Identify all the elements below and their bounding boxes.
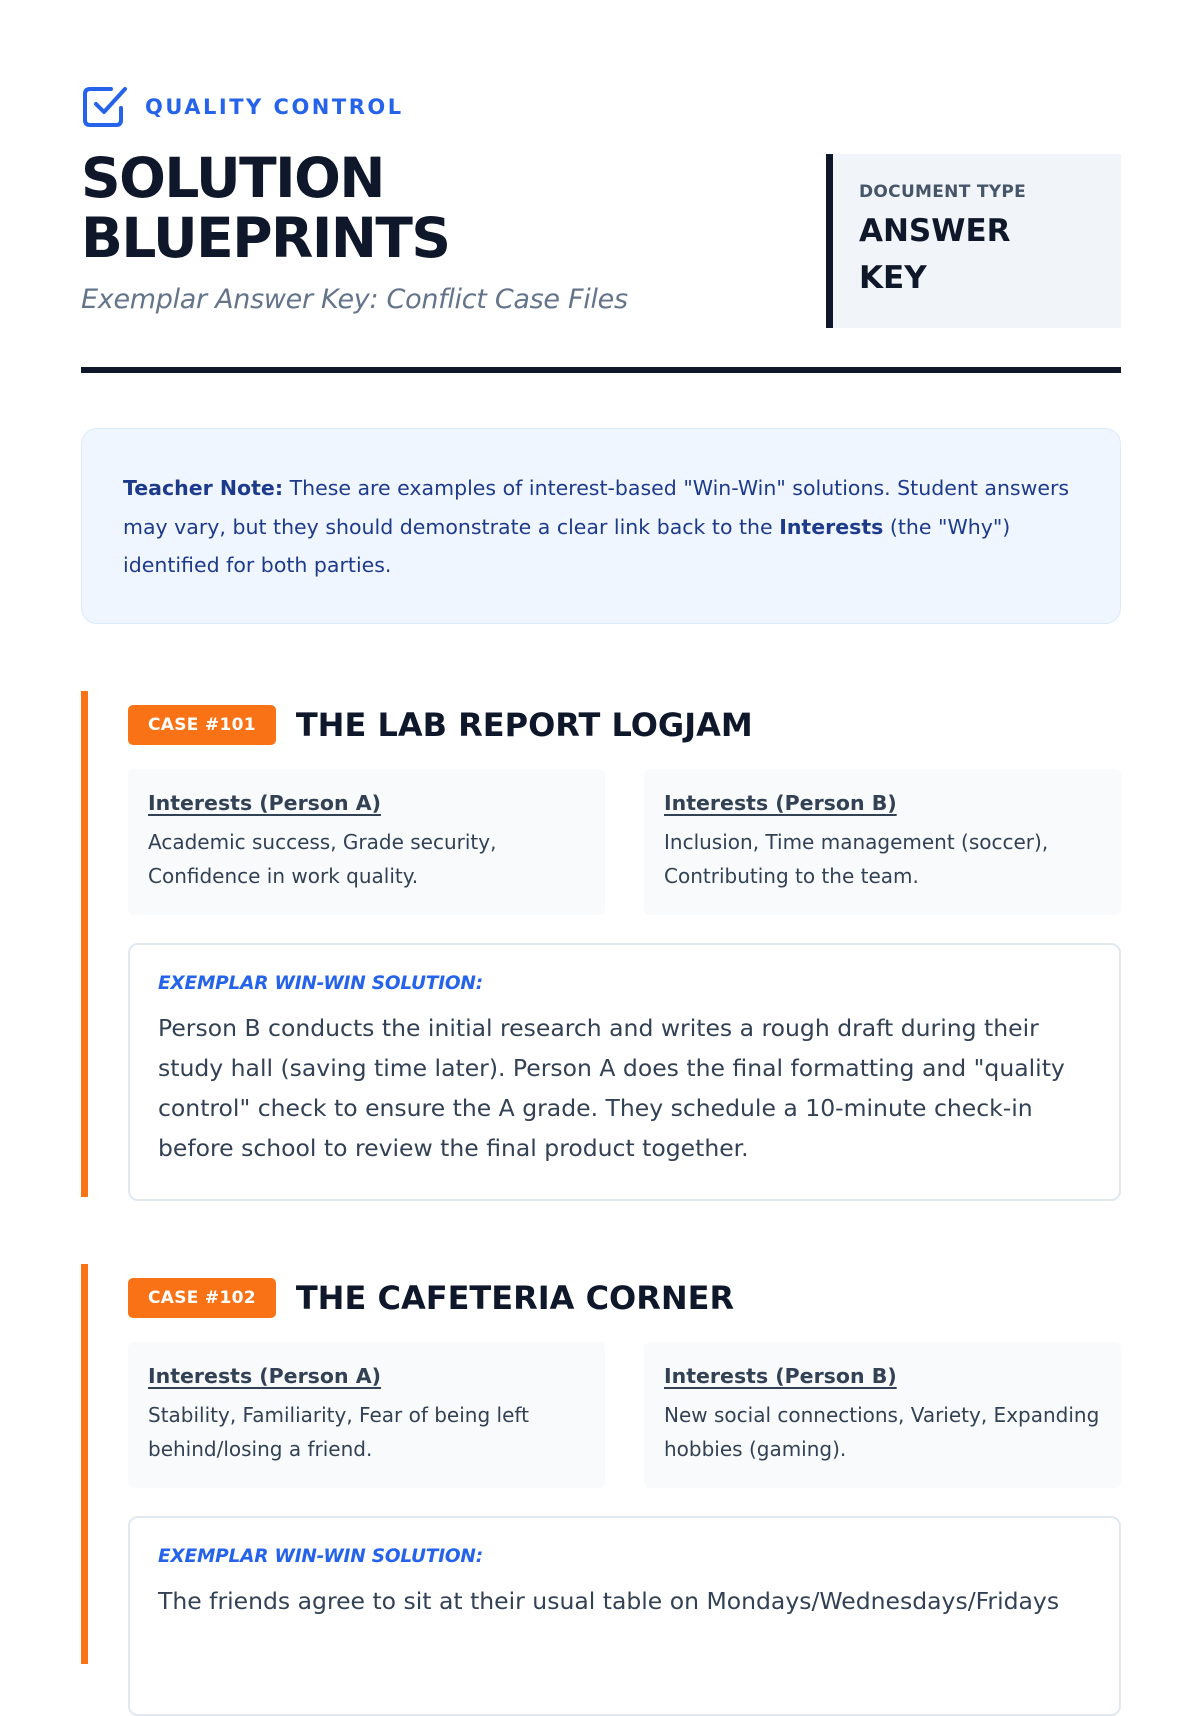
interests-heading: Interests (Person B) [664,791,897,815]
page-title [81,148,781,268]
document-type-label: DOCUMENT TYPE [859,182,1026,202]
solution-label: EXEMPLAR WIN-WIN SOLUTION: [158,1546,483,1567]
solution-card [128,943,1121,1201]
checkbox-check-icon [81,84,129,130]
interests-text: Academic success, Grade security, Confidence in work quality. [148,830,497,888]
teacher-note-lead: Teacher Note: [123,476,284,500]
document-type-value: ANSWER KEY [859,213,1011,296]
teacher-note-emphasis: Interests [779,514,884,539]
document-type-box [826,154,1121,328]
teacher-note-text-2: (the "Why") identified for both parties. [123,514,1011,577]
interests-heading: Interests (Person B) [664,1364,897,1388]
interests-text: New social connections, Variety, Expanding hobbies (gaming). [664,1403,1100,1461]
case-section [81,691,1121,1197]
case-title: THE LAB REPORT LOGJAM [295,706,753,744]
case-header [128,695,1121,755]
interests-person-b [644,769,1121,915]
case-header [128,1268,1121,1328]
interests-heading: Interests (Person A) [148,791,381,815]
case-title: THE CAFETERIA CORNER [295,1279,735,1317]
page-subtitle: Exemplar Answer Key: Conflict Case Files [81,284,628,315]
interests-text: Stability, Familiarity, Fear of being left behind/losing a friend. [148,1403,529,1461]
case-badge: CASE #102 [128,1278,276,1318]
interests-row [128,769,1121,915]
quality-control-eyebrow [81,84,404,130]
interests-person-b [644,1342,1121,1488]
header-divider [81,367,1121,373]
teacher-note [81,428,1121,624]
interests-heading: Interests (Person A) [148,1364,381,1388]
solution-text: The friends agree to sit at their usual table on Mondays/Wednesdays/Fridays [158,1587,1060,1615]
solution-card [128,1516,1121,1716]
eyebrow-label: QUALITY CONTROL [145,95,404,119]
interests-text: Inclusion, Time management (soccer), Contributing to the team. [664,830,1049,888]
title-line-2: BLUEPRINTS [81,206,450,270]
interests-person-a [128,1342,605,1488]
case-section [81,1264,1121,1664]
teacher-note-text-1: These are examples of interest-based "Win-Win" solutions. Student answers may vary, but they should demonstrate a clear link back to the [123,476,1070,539]
interests-row [128,1342,1121,1488]
title-line-1: SOLUTION [81,146,384,210]
case-badge: CASE #101 [128,705,276,745]
solution-label: EXEMPLAR WIN-WIN SOLUTION: [158,973,483,994]
interests-person-a [128,769,605,915]
solution-text: Person B conducts the initial research and writes a rough draft during their study hall (saving time later). Person A does the final formatting and "quality control" check to ensure the A grade. They schedule a 10-minute check-in before school to review the final product together. [158,1014,1065,1162]
